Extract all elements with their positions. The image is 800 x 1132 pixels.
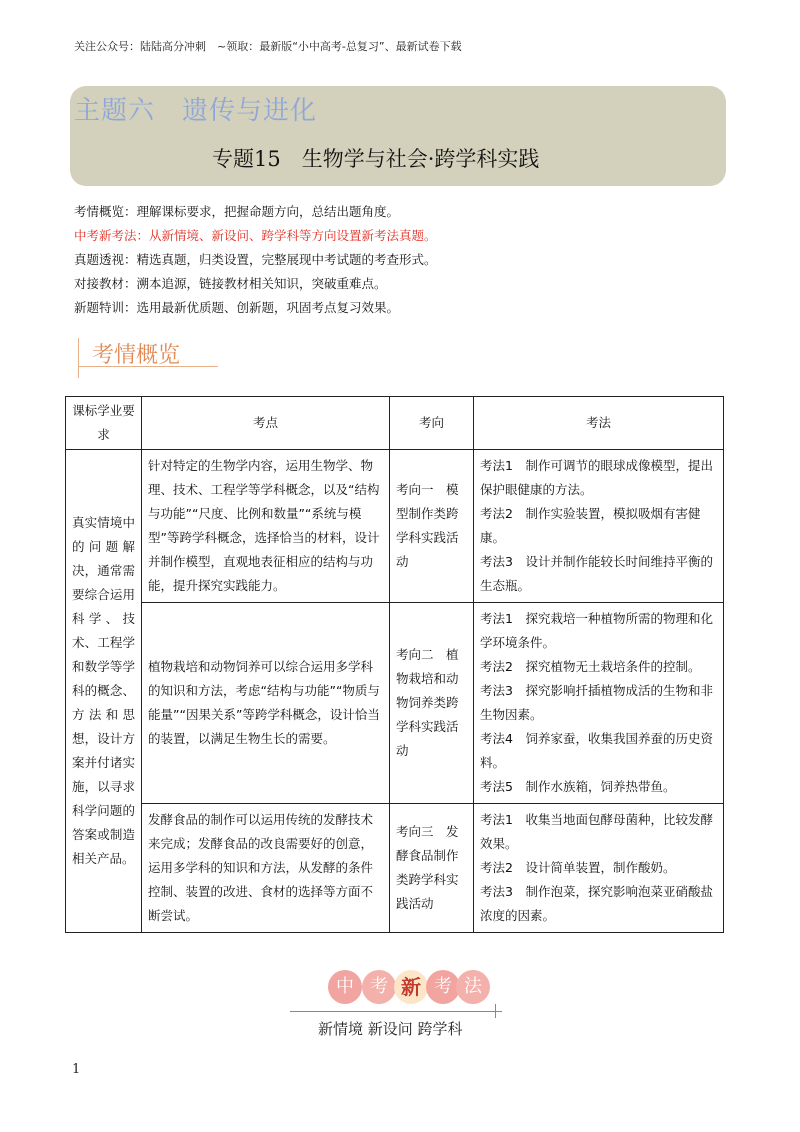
logo-char: 中 — [328, 970, 362, 1004]
header-requirement: 课标学业要求 — [66, 397, 142, 450]
header-method: 考法 — [474, 397, 724, 450]
method-item: 考法3 探究影响扦插植物成活的生物和非生物因素。 — [480, 683, 713, 722]
method-item: 考法1 探究栽培一种植物所需的物理和化学环境条件。 — [480, 611, 713, 650]
theme-title: 主题六 遗传与进化 — [74, 96, 318, 126]
overview-line: 新题特训：选用最新优质题、创新题，巩固考点复习效果。 — [74, 300, 400, 315]
method-item: 考法2 探究植物无土栽培条件的控制。 — [480, 659, 701, 674]
method-item: 考法5 制作水族箱，饲养热带鱼。 — [480, 779, 676, 794]
section-heading — [78, 332, 218, 376]
slogan-divider — [290, 1011, 502, 1012]
logo-char: 新 — [394, 970, 428, 1004]
heading-decor-line — [78, 338, 79, 378]
page-number: 1 — [72, 1062, 81, 1077]
overview-line: 真题透视：精选真题，归类设置，完整展现中考试题的考查形式。 — [74, 252, 437, 267]
direction-cell: 考向三 发酵食品制作类跨学科实践活动 — [390, 804, 474, 933]
section-heading-text: 考情概览 — [92, 343, 181, 368]
slogan-text: 新情境 新设问 跨学科 — [318, 1020, 463, 1038]
method-item: 考法3 制作泡菜，探究影响泡菜亚硝酸盐浓度的因素。 — [480, 884, 713, 923]
method-item: 考法3 设计并制作能较长时间维持平衡的生态瓶。 — [480, 554, 713, 593]
overview-line: 考情概览：理解课标要求，把握命题方向，总结出题角度。 — [74, 204, 400, 219]
direction-cell: 考向一 模型制作类跨学科实践活动 — [390, 450, 474, 603]
header-direction: 考向 — [390, 397, 474, 450]
point-cell: 针对特定的生物学内容，运用生物学、物理、技术、工程学等学科概念，以及“结构与功能”“尺度、比例和数量”“系统与模型”等跨学科概念，选择恰当的材料，设计并制作模型，直观地表征相应的结构与功能，提升探究实践能力。 — [142, 450, 390, 603]
method-item: 考法2 设计简单装置，制作酸奶。 — [480, 860, 676, 875]
logo-char: 法 — [456, 970, 490, 1004]
topic-title: 专题15 生物学与社会·跨学科实践 — [212, 147, 540, 171]
overview-line: 对接教材：溯本追源，链接教材相关知识，突破重难点。 — [74, 276, 387, 291]
method-cell — [474, 603, 724, 804]
method-item: 考法1 制作可调节的眼球成像模型，提出保护眼健康的方法。 — [480, 458, 713, 497]
method-item: 考法1 收集当地面包酵母菌种，比较发酵效果。 — [480, 812, 713, 851]
new-exam-method-logo — [322, 968, 482, 1008]
header-note: 关注公众号：陆陆高分冲刺 ~领取：最新版“小中高考-总复习”、最新试卷下载 — [74, 40, 462, 53]
overview-list — [74, 200, 734, 320]
slogan-divider-tick — [495, 1004, 496, 1018]
header-point: 考点 — [142, 397, 390, 450]
table-header-row — [66, 397, 724, 450]
table-row — [66, 450, 724, 603]
point-cell: 发酵食品的制作可以运用传统的发酵技术来完成；发酵食品的改良需要好的创意，运用多学科的知识和方法，从发酵的条件控制、装置的改进、食材的选择等方面不断尝试。 — [142, 804, 390, 933]
logo-char: 考 — [362, 970, 396, 1004]
exam-overview-table — [65, 396, 724, 933]
requirement-cell: 真实情境中的问题解决，通常需要综合运用科学、技术、工程学和数学等学科的概念、方法和思想，设计方案并付诸实施，以寻求科学问题的答案或制造相关产品。 — [66, 450, 142, 933]
table-row — [66, 804, 724, 933]
table-row — [66, 603, 724, 804]
method-item: 考法4 饲养家蚕，收集我国养蚕的历史资料。 — [480, 731, 713, 770]
method-cell — [474, 804, 724, 933]
method-cell — [474, 450, 724, 603]
direction-cell: 考向二 植物栽培和动物饲养类跨学科实践活动 — [390, 603, 474, 804]
method-item: 考法2 制作实验装置，模拟吸烟有害健康。 — [480, 506, 701, 545]
logo-char: 考 — [426, 970, 460, 1004]
overview-line-highlight: 中考新考法：从新情境、新设问、跨学科等方向设置新考法真题。 — [74, 228, 437, 243]
point-cell: 植物栽培和动物饲养可以综合运用多学科的知识和方法，考虑“结构与功能”“物质与能量”“因果关系”等跨学科概念，设计恰当的装置，以满足生物生长的需要。 — [142, 603, 390, 804]
